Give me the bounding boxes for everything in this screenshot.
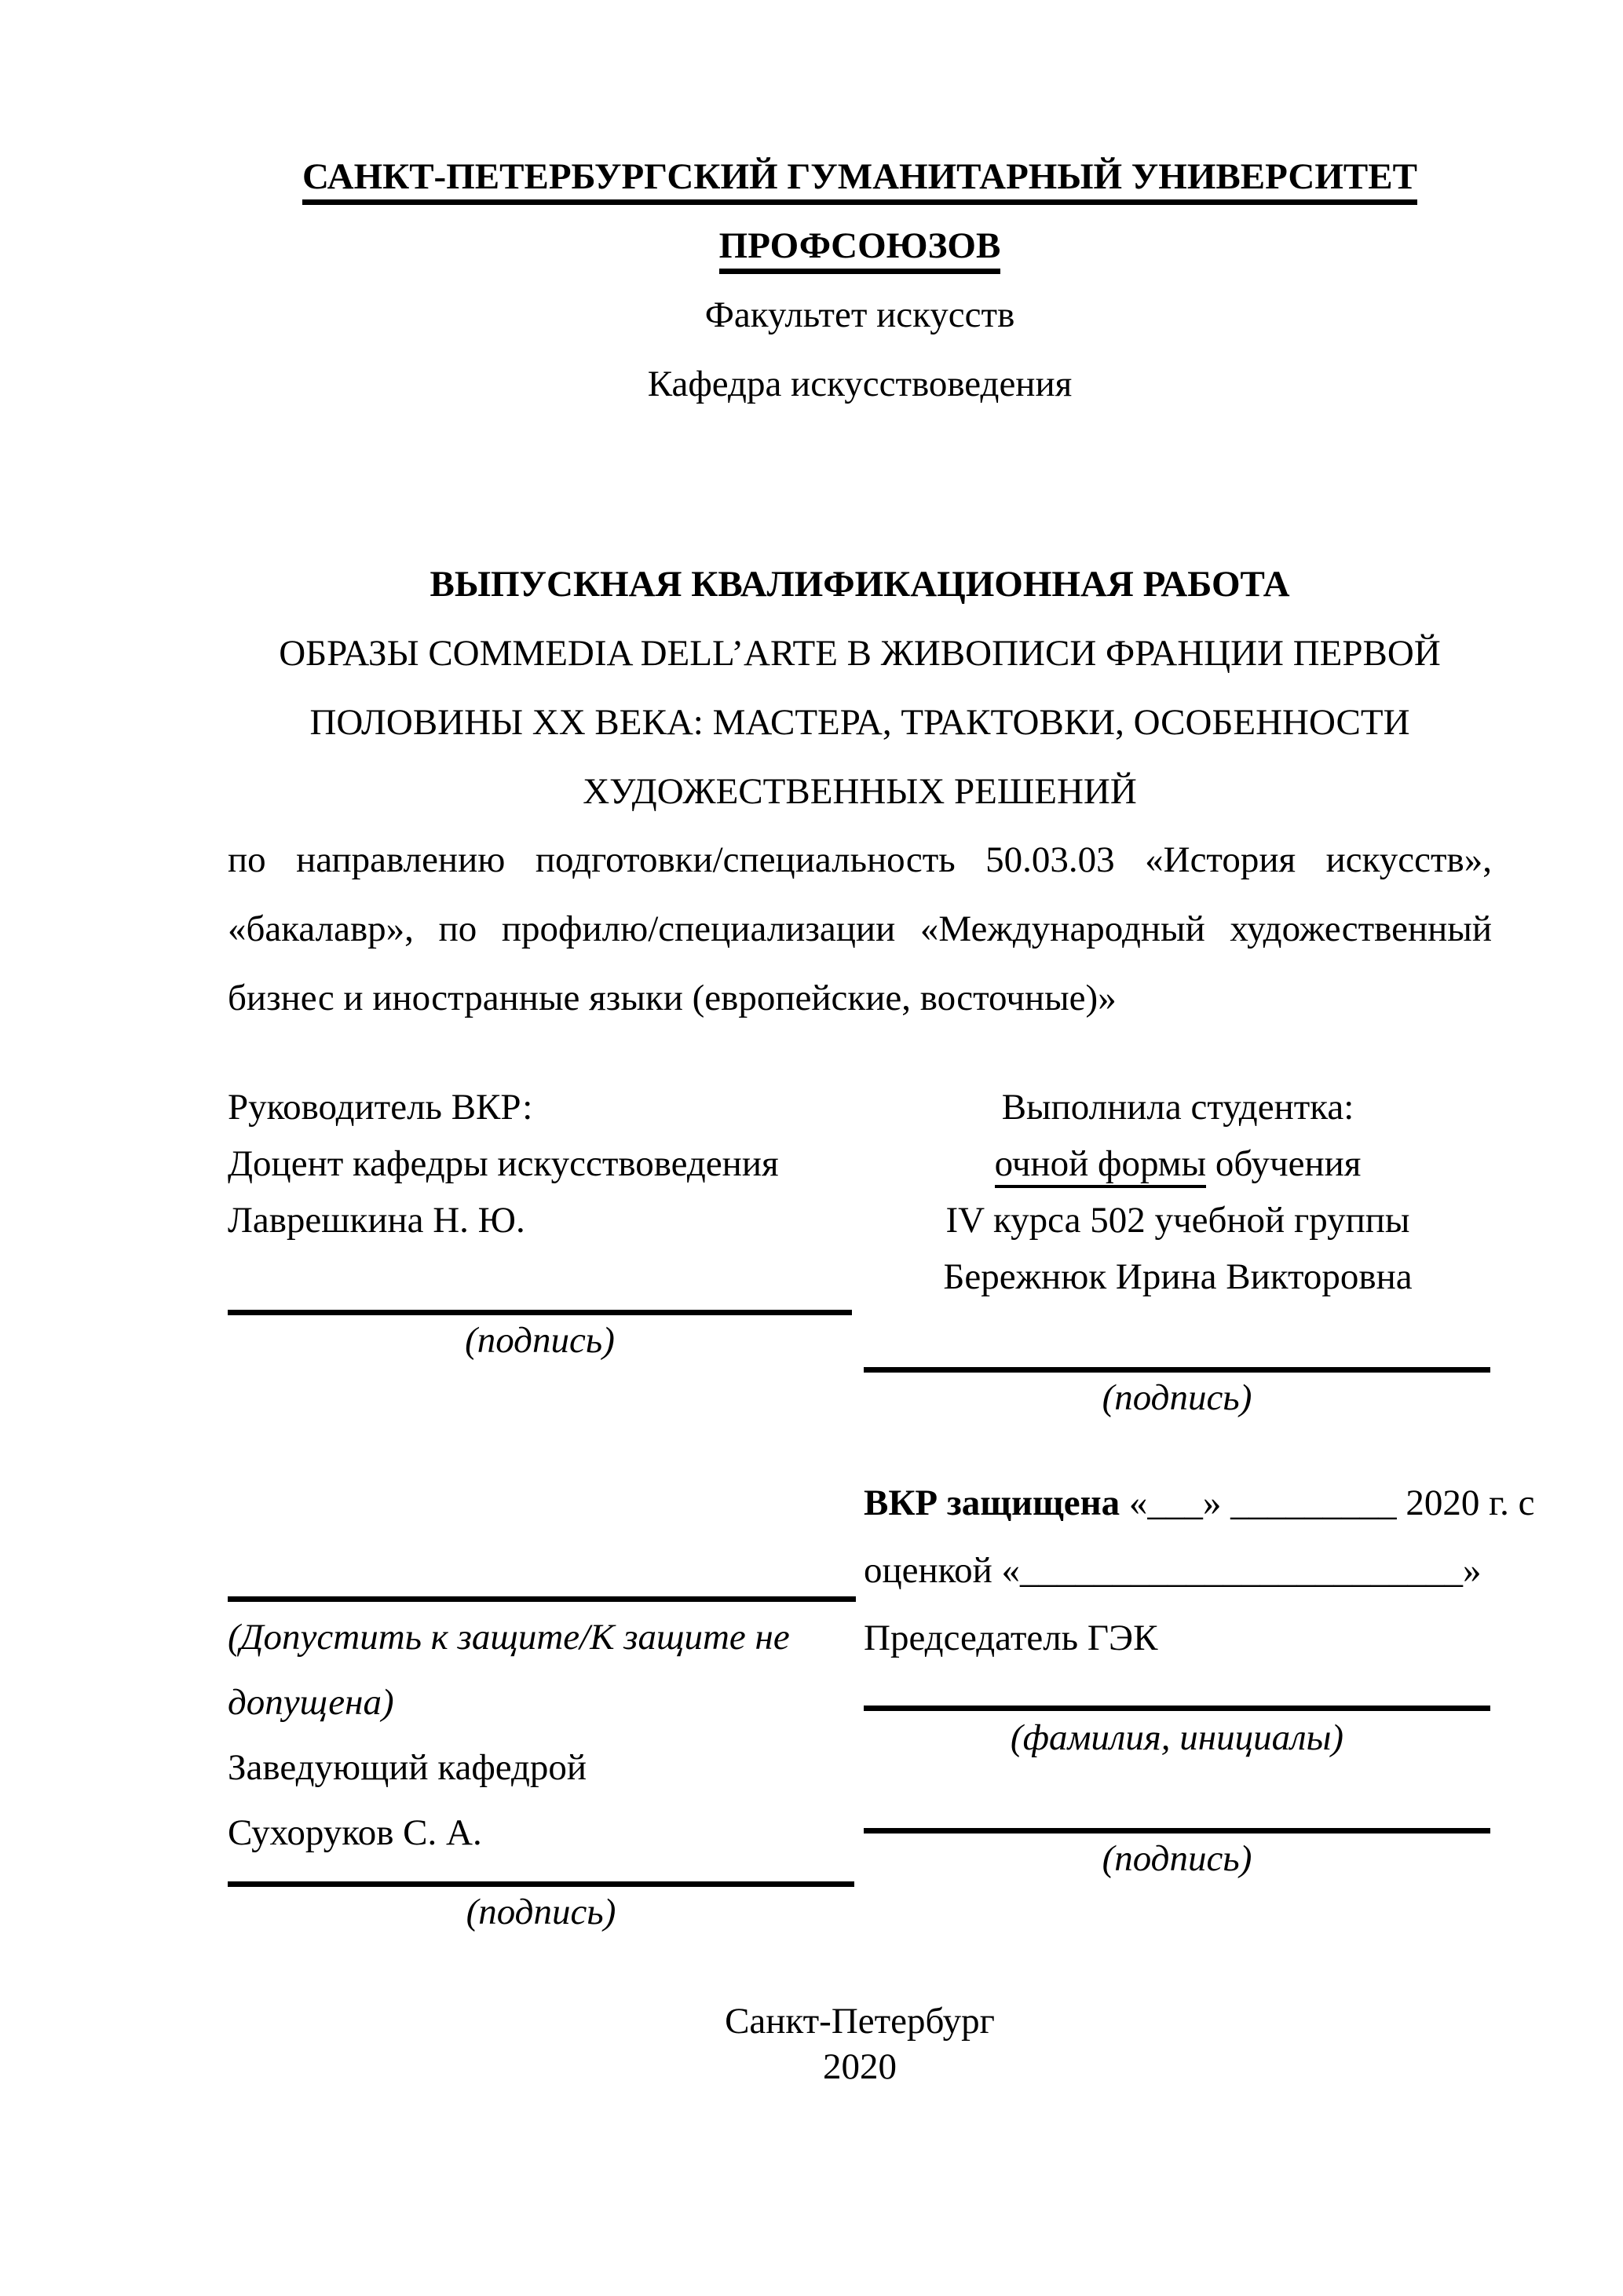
department-name: Кафедра искусствоведения <box>647 364 1073 404</box>
faculty-name: Факультет искусств <box>704 294 1015 335</box>
defense-block <box>864 1469 1535 1672</box>
chairman-name-caption: (фамилия, инициалы) <box>1010 1717 1344 1758</box>
work-title-line1: ОБРАЗЫ COMMEDIA DELL’ARTE В ЖИВОПИСИ ФРАНЦИИ ПЕРВОЙ <box>279 633 1441 674</box>
supervisor-name: Лаврешкина Н. Ю. <box>228 1200 525 1241</box>
admission-block <box>228 1605 856 1866</box>
supervisor-label: Руководитель ВКР: <box>228 1087 533 1128</box>
speciality-line1: по направлению подготовки/специальность 50.03.03 «История искусств», <box>228 839 1492 880</box>
head-of-department-name: Сухоруков С. А. <box>228 1812 482 1853</box>
year: 2020 <box>823 2046 897 2087</box>
speciality-line2: «бакалавр», по профилю/специализации «Международный художественный <box>228 909 1492 949</box>
university-name-underline2: ПРОФСОЮЗОВ <box>719 225 1001 274</box>
student-group: IV курса 502 учебной группы <box>945 1200 1410 1241</box>
student-study-form <box>864 1135 1492 1192</box>
work-title-block <box>228 550 1492 826</box>
university-name-line1 <box>228 142 1492 211</box>
footer-block <box>228 1998 1492 2089</box>
speciality-paragraph <box>228 825 1492 1033</box>
defense-status-rest: «___» _________ 2020 г. с <box>1120 1483 1535 1523</box>
supervisor-position: Доцент кафедры искусствоведения <box>228 1143 779 1184</box>
chairman-name-line <box>864 1706 1490 1711</box>
student-signature-line <box>864 1367 1490 1373</box>
admission-note-line2: допущена) <box>228 1682 394 1723</box>
student-name: Бережнюк Ирина Викторовна <box>943 1256 1413 1297</box>
defense-status-line <box>864 1469 1535 1537</box>
university-header <box>228 142 1492 419</box>
student-block <box>864 1079 1492 1305</box>
work-type-heading: ВЫПУСКНАЯ КВАЛИФИКАЦИОННАЯ РАБОТА <box>430 564 1290 605</box>
city-name: Санкт-Петербург <box>725 2001 995 2042</box>
study-form-rest: обучения <box>1206 1143 1362 1184</box>
admission-signature-caption: (подпись) <box>466 1892 616 1932</box>
admission-top-line <box>228 1596 856 1602</box>
student-label: Выполнила студентка: <box>1001 1087 1354 1128</box>
speciality-line3: бизнес и иностранные языки (европейские, восточные)» <box>228 978 1117 1018</box>
student-signature-caption: (подпись) <box>1102 1377 1252 1418</box>
supervisor-signature-line <box>228 1310 852 1315</box>
chairman-label: Председатель ГЭК <box>864 1618 1158 1658</box>
work-title-line2: ПОЛОВИНЫ XX ВЕКА: МАСТЕРА, ТРАКТОВКИ, ОСОБЕННОСТИ <box>309 702 1410 743</box>
study-form-underline: очной формы <box>995 1143 1207 1188</box>
defense-grade-line: оценкой «________________________» <box>864 1550 1482 1591</box>
defense-status-bold: ВКР защищена <box>864 1483 1120 1523</box>
work-title-line3: ХУДОЖЕСТВЕННЫХ РЕШЕНИЙ <box>583 771 1137 812</box>
supervisor-block <box>228 1079 856 1249</box>
admission-signature-line <box>228 1881 854 1887</box>
university-name-underline1: САНКТ-ПЕТЕРБУРГСКИЙ ГУМАНИТАРНЫЙ УНИВЕРСИТЕТ <box>302 156 1417 205</box>
chairman-signature-caption: (подпись) <box>1102 1838 1252 1879</box>
supervisor-signature-caption: (подпись) <box>465 1320 615 1361</box>
admission-note-line1: (Допустить к защите/К защите не <box>228 1617 790 1658</box>
university-name-line2 <box>228 211 1492 280</box>
head-of-department-label: Заведующий кафедрой <box>228 1747 587 1788</box>
chairman-signature-line <box>864 1828 1490 1834</box>
